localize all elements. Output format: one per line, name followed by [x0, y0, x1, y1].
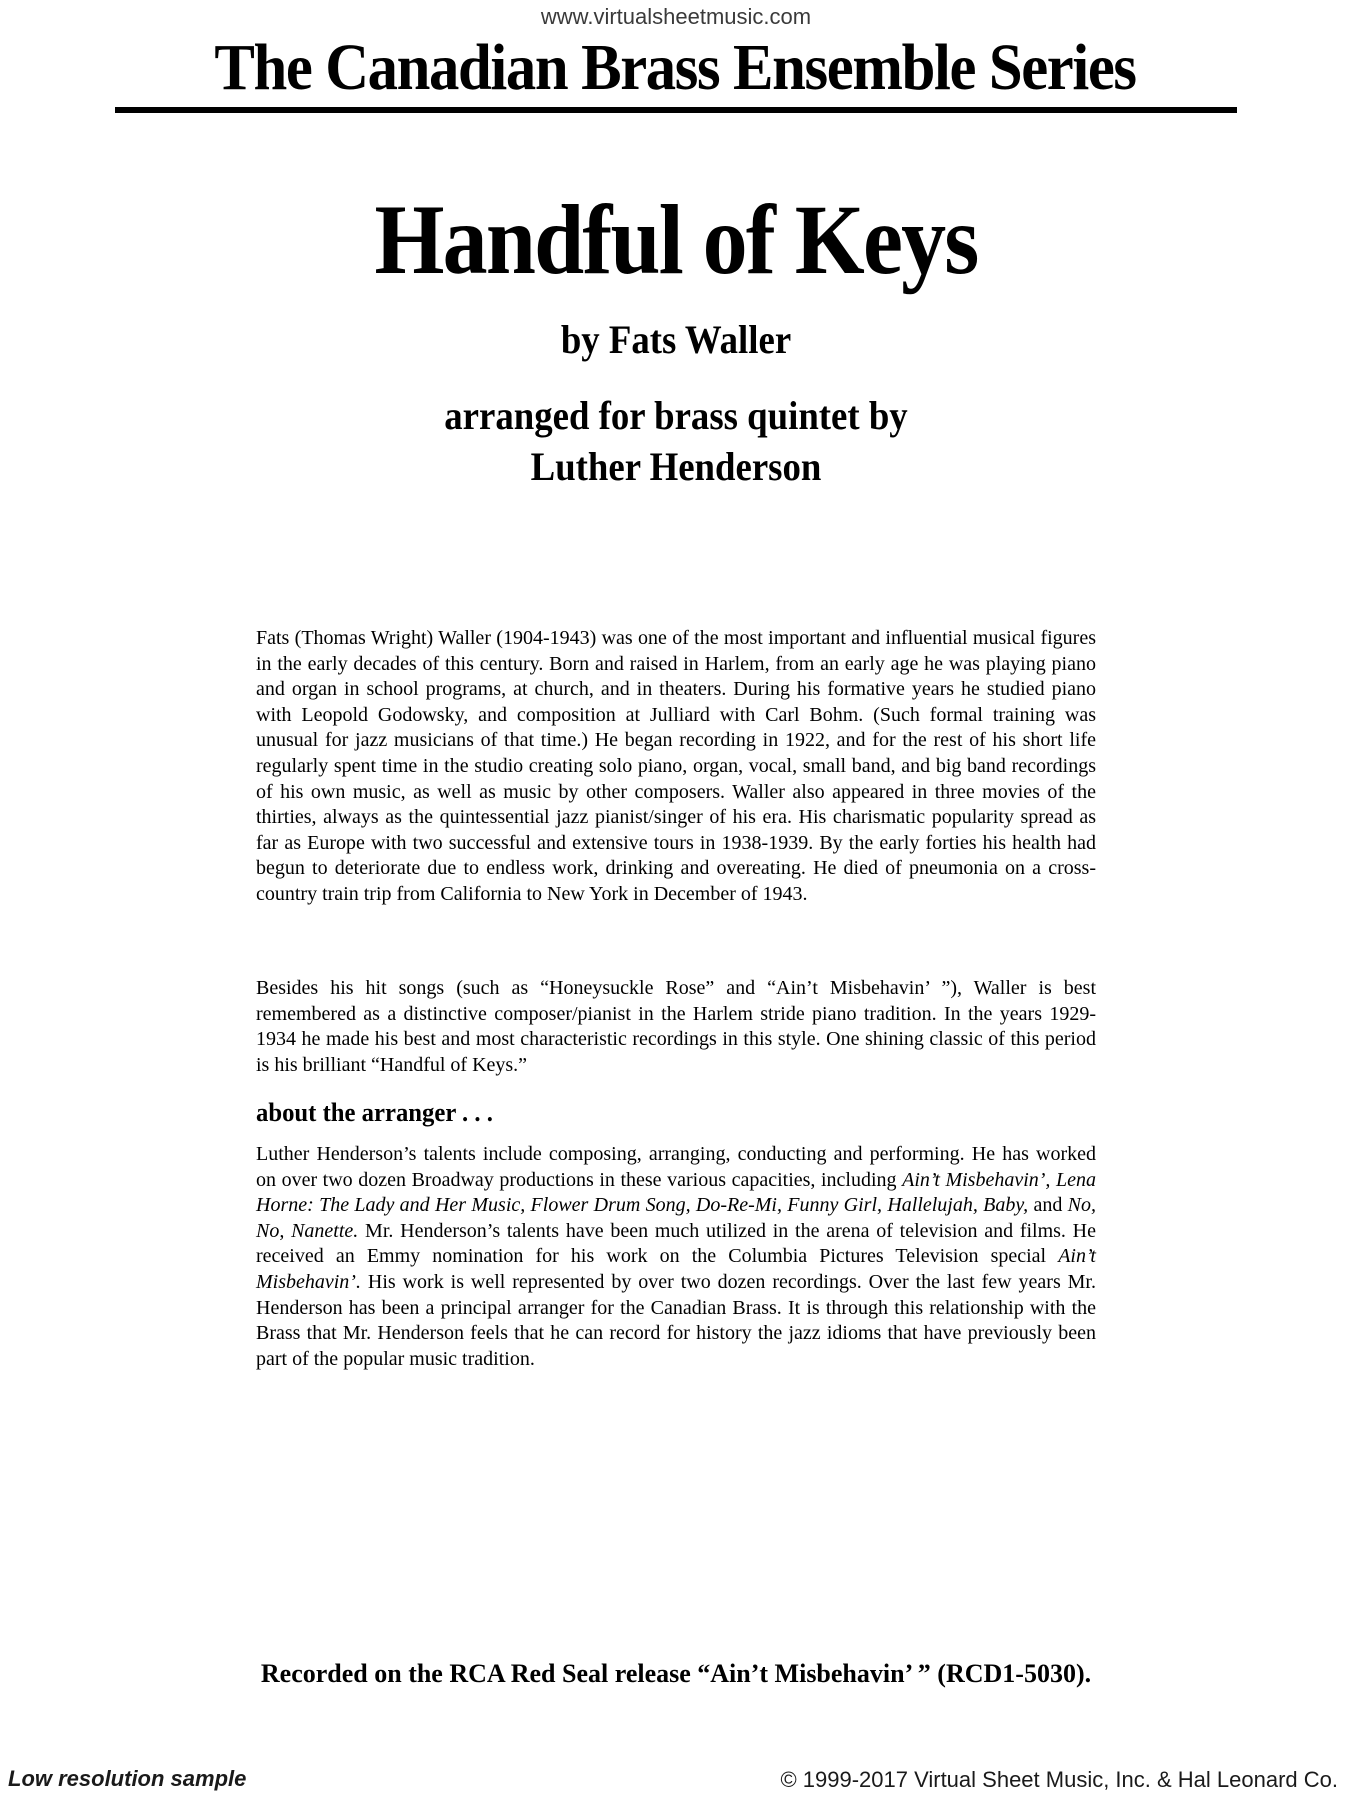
arranger-bio-text-4: His work is well represented by over two dozen recordings. Over the last few years Mr. Henderson has been a principal arranger for the Canadian Brass. It is through this relationship with the Brass that Mr. Henderson feels that he can record for history the jazz idioms that have previously been part of the popular music tradition. — [256, 1270, 1096, 1370]
about-arranger-heading: about the arranger . . . — [256, 1098, 493, 1127]
arranger-biography-paragraph — [256, 1142, 1096, 1372]
recording-note: Recorded on the RCA Red Seal release “Ain’t Misbehavin’ ” (RCD1-5030). — [260, 1659, 1092, 1688]
watermark-url: www.virtualsheetmusic.com — [540, 4, 812, 29]
composer-credit: by Fats Waller — [560, 317, 792, 362]
series-title-underline — [115, 107, 1237, 113]
low-resolution-label: Low resolution sample — [8, 1766, 247, 1791]
arranger-bio-text-2: and — [1028, 1194, 1068, 1217]
arranger-credit-line-1: arranged for brass quintet by — [444, 393, 908, 438]
composer-biography-paragraph: Fats (Thomas Wright) Waller (1904-1943) was one of the most important and influential musical figures in the early decades of this century. Born and raised in Harlem, from an early age he was playing piano and organ in school programs, at church, and in theaters. During his formative years he studied piano with Leopold Godowsky, and composition at Julliard with Carl Bohm. (Such formal training was unusual for jazz musicians of that time.) He began recording in 1922, and for the rest of his short life regularly spent time in the studio creating solo piano, organ, vocal, small band, and big band recordings of his own music, as well as music by other composers. Waller also appeared in three movies of the thirties, always as the quintessential jazz pianist/singer of his era. His charismatic popularity spread as far as Europe with two successful and extensive tours in 1938-1939. By the early forties his health had begun to deteriorate due to endless work, drinking and overeating. He died of pneumonia on a cross-country train trip from California to New York in December of 1943. — [256, 627, 1096, 905]
arranger-credit-line-2: Luther Henderson — [530, 444, 822, 489]
arranger-bio-title-nanette: No, No, Nanette. — [256, 1194, 1096, 1242]
copyright-notice: © 1999-2017 Virtual Sheet Music, Inc. & Hal Leonard Co. — [780, 1767, 1338, 1792]
piece-title: Handful of Keys — [374, 184, 978, 295]
arranger-bio-text-1: Luther Henderson’s talents include composing, arranging, conducting and performing. He has worked on over two dozen Broadway productions in these various capacities, including — [256, 1143, 1096, 1191]
arranger-bio-broadway-titles: Ain’t Misbehavin’, Lena Horne: The Lady and Her Music, Flower Drum Song, Do-Re-Mi, Funny Girl, Hallelujah, Baby, — [256, 1168, 1096, 1217]
arranger-bio-title-tv-special: Ain’t Misbehavin’. — [256, 1245, 1096, 1293]
series-title: The Canadian Brass Ensemble Series — [214, 31, 1136, 104]
arranger-bio-text-3: Mr. Henderson’s talents have been much utilized in the arena of television and films. He received an Emmy nomination for his work on the Columbia Pictures Television special — [256, 1219, 1096, 1268]
handful-of-keys-context-paragraph: Besides his hit songs (such as “Honeysuckle Rose” and “Ain’t Misbehavin’ ”), Waller is best remembered as a distinctive composer/pianist in the Harlem stride piano tradition. In the years 1929-1934 he made his best and most characteristic recordings in this style. One shining classic of this period is his brilliant “Handful of Keys.” — [256, 977, 1096, 1076]
